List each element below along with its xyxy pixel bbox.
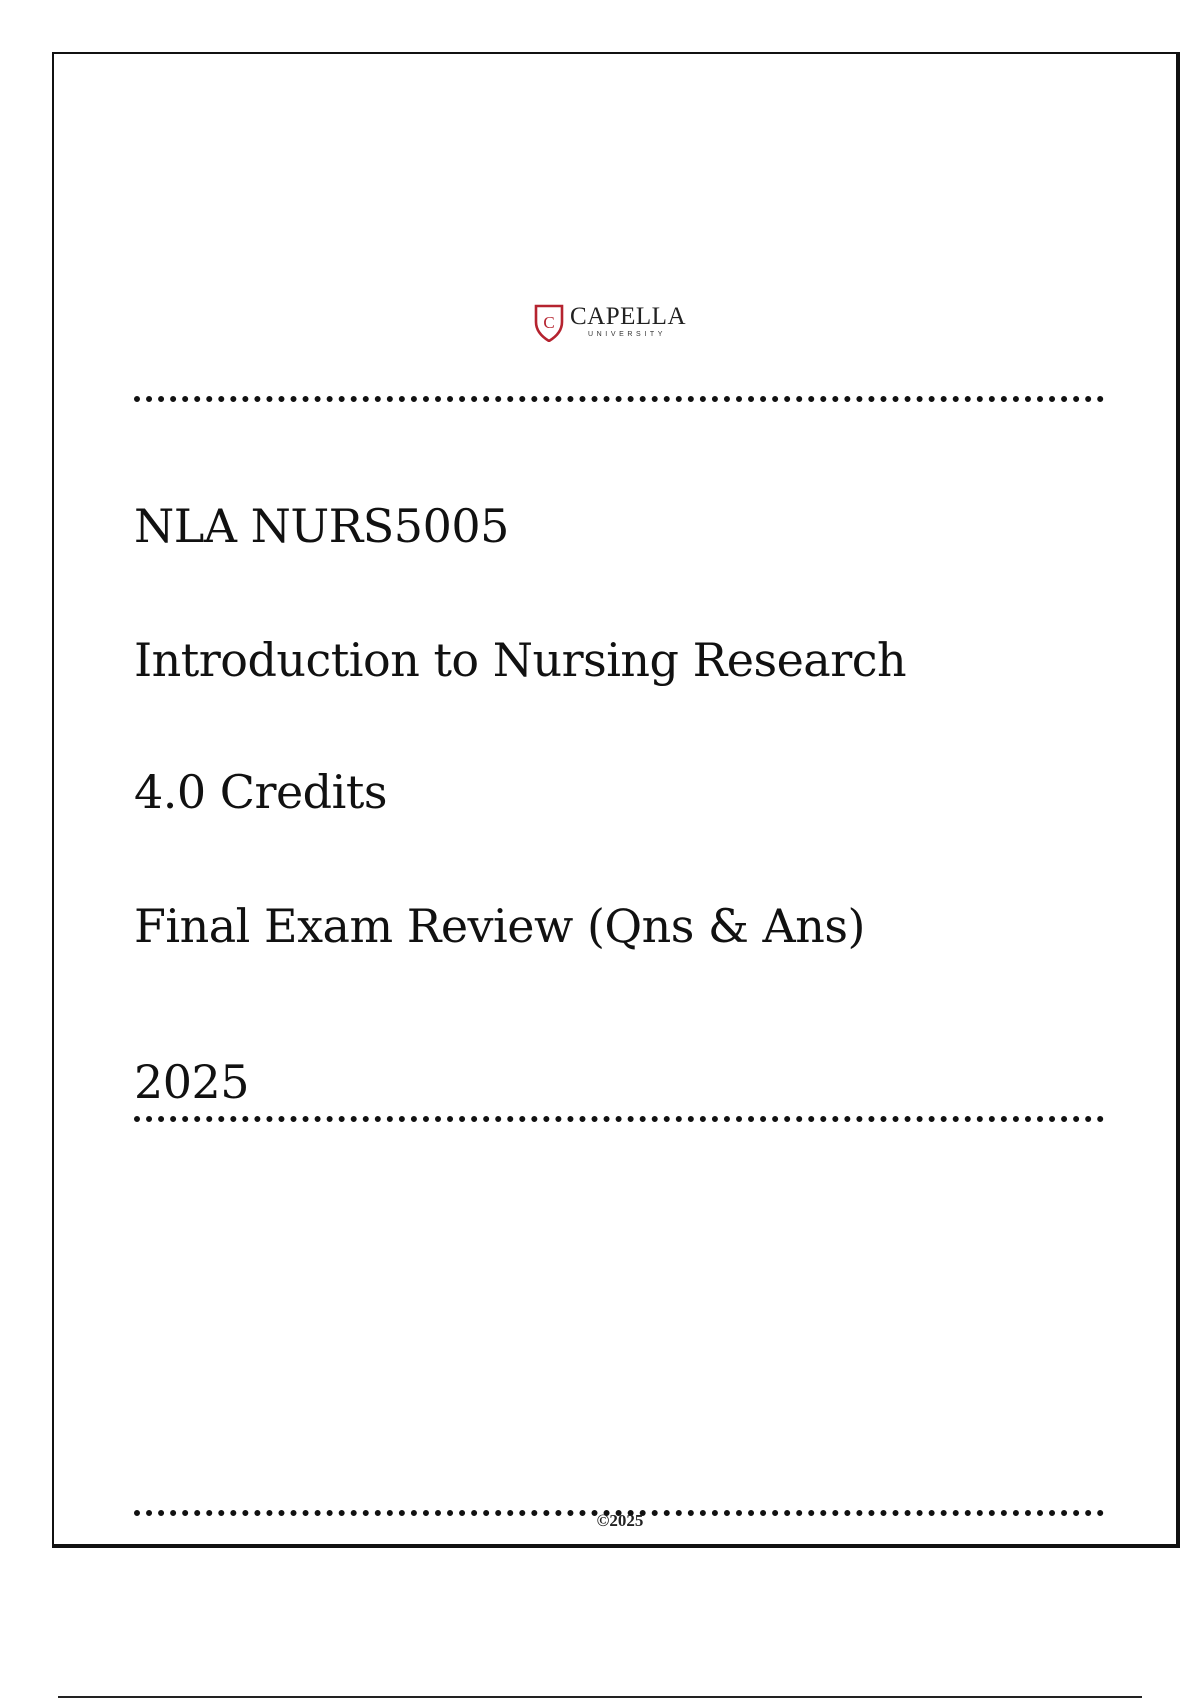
- page-bottom-rule: [58, 1696, 1142, 1698]
- course-title: Introduction to Nursing Research: [134, 633, 907, 687]
- logo-name: CAPELLA: [570, 303, 686, 330]
- shield-icon: [534, 304, 564, 342]
- document-type: Final Exam Review (Qns & Ans): [134, 899, 865, 953]
- copyright-notice: ©2025: [596, 1511, 644, 1530]
- document-year: 2025: [134, 1055, 250, 1109]
- dotted-divider-middle: [134, 1116, 1104, 1122]
- shield-letter: C: [543, 313, 555, 332]
- course-credits: 4.0 Credits: [134, 765, 387, 819]
- university-logo: [534, 304, 686, 344]
- logo-text: [570, 304, 686, 340]
- dotted-divider-top: [134, 396, 1104, 402]
- logo-subtitle: UNIVERSITY: [588, 331, 667, 338]
- course-code: NLA NURS5005: [134, 499, 509, 553]
